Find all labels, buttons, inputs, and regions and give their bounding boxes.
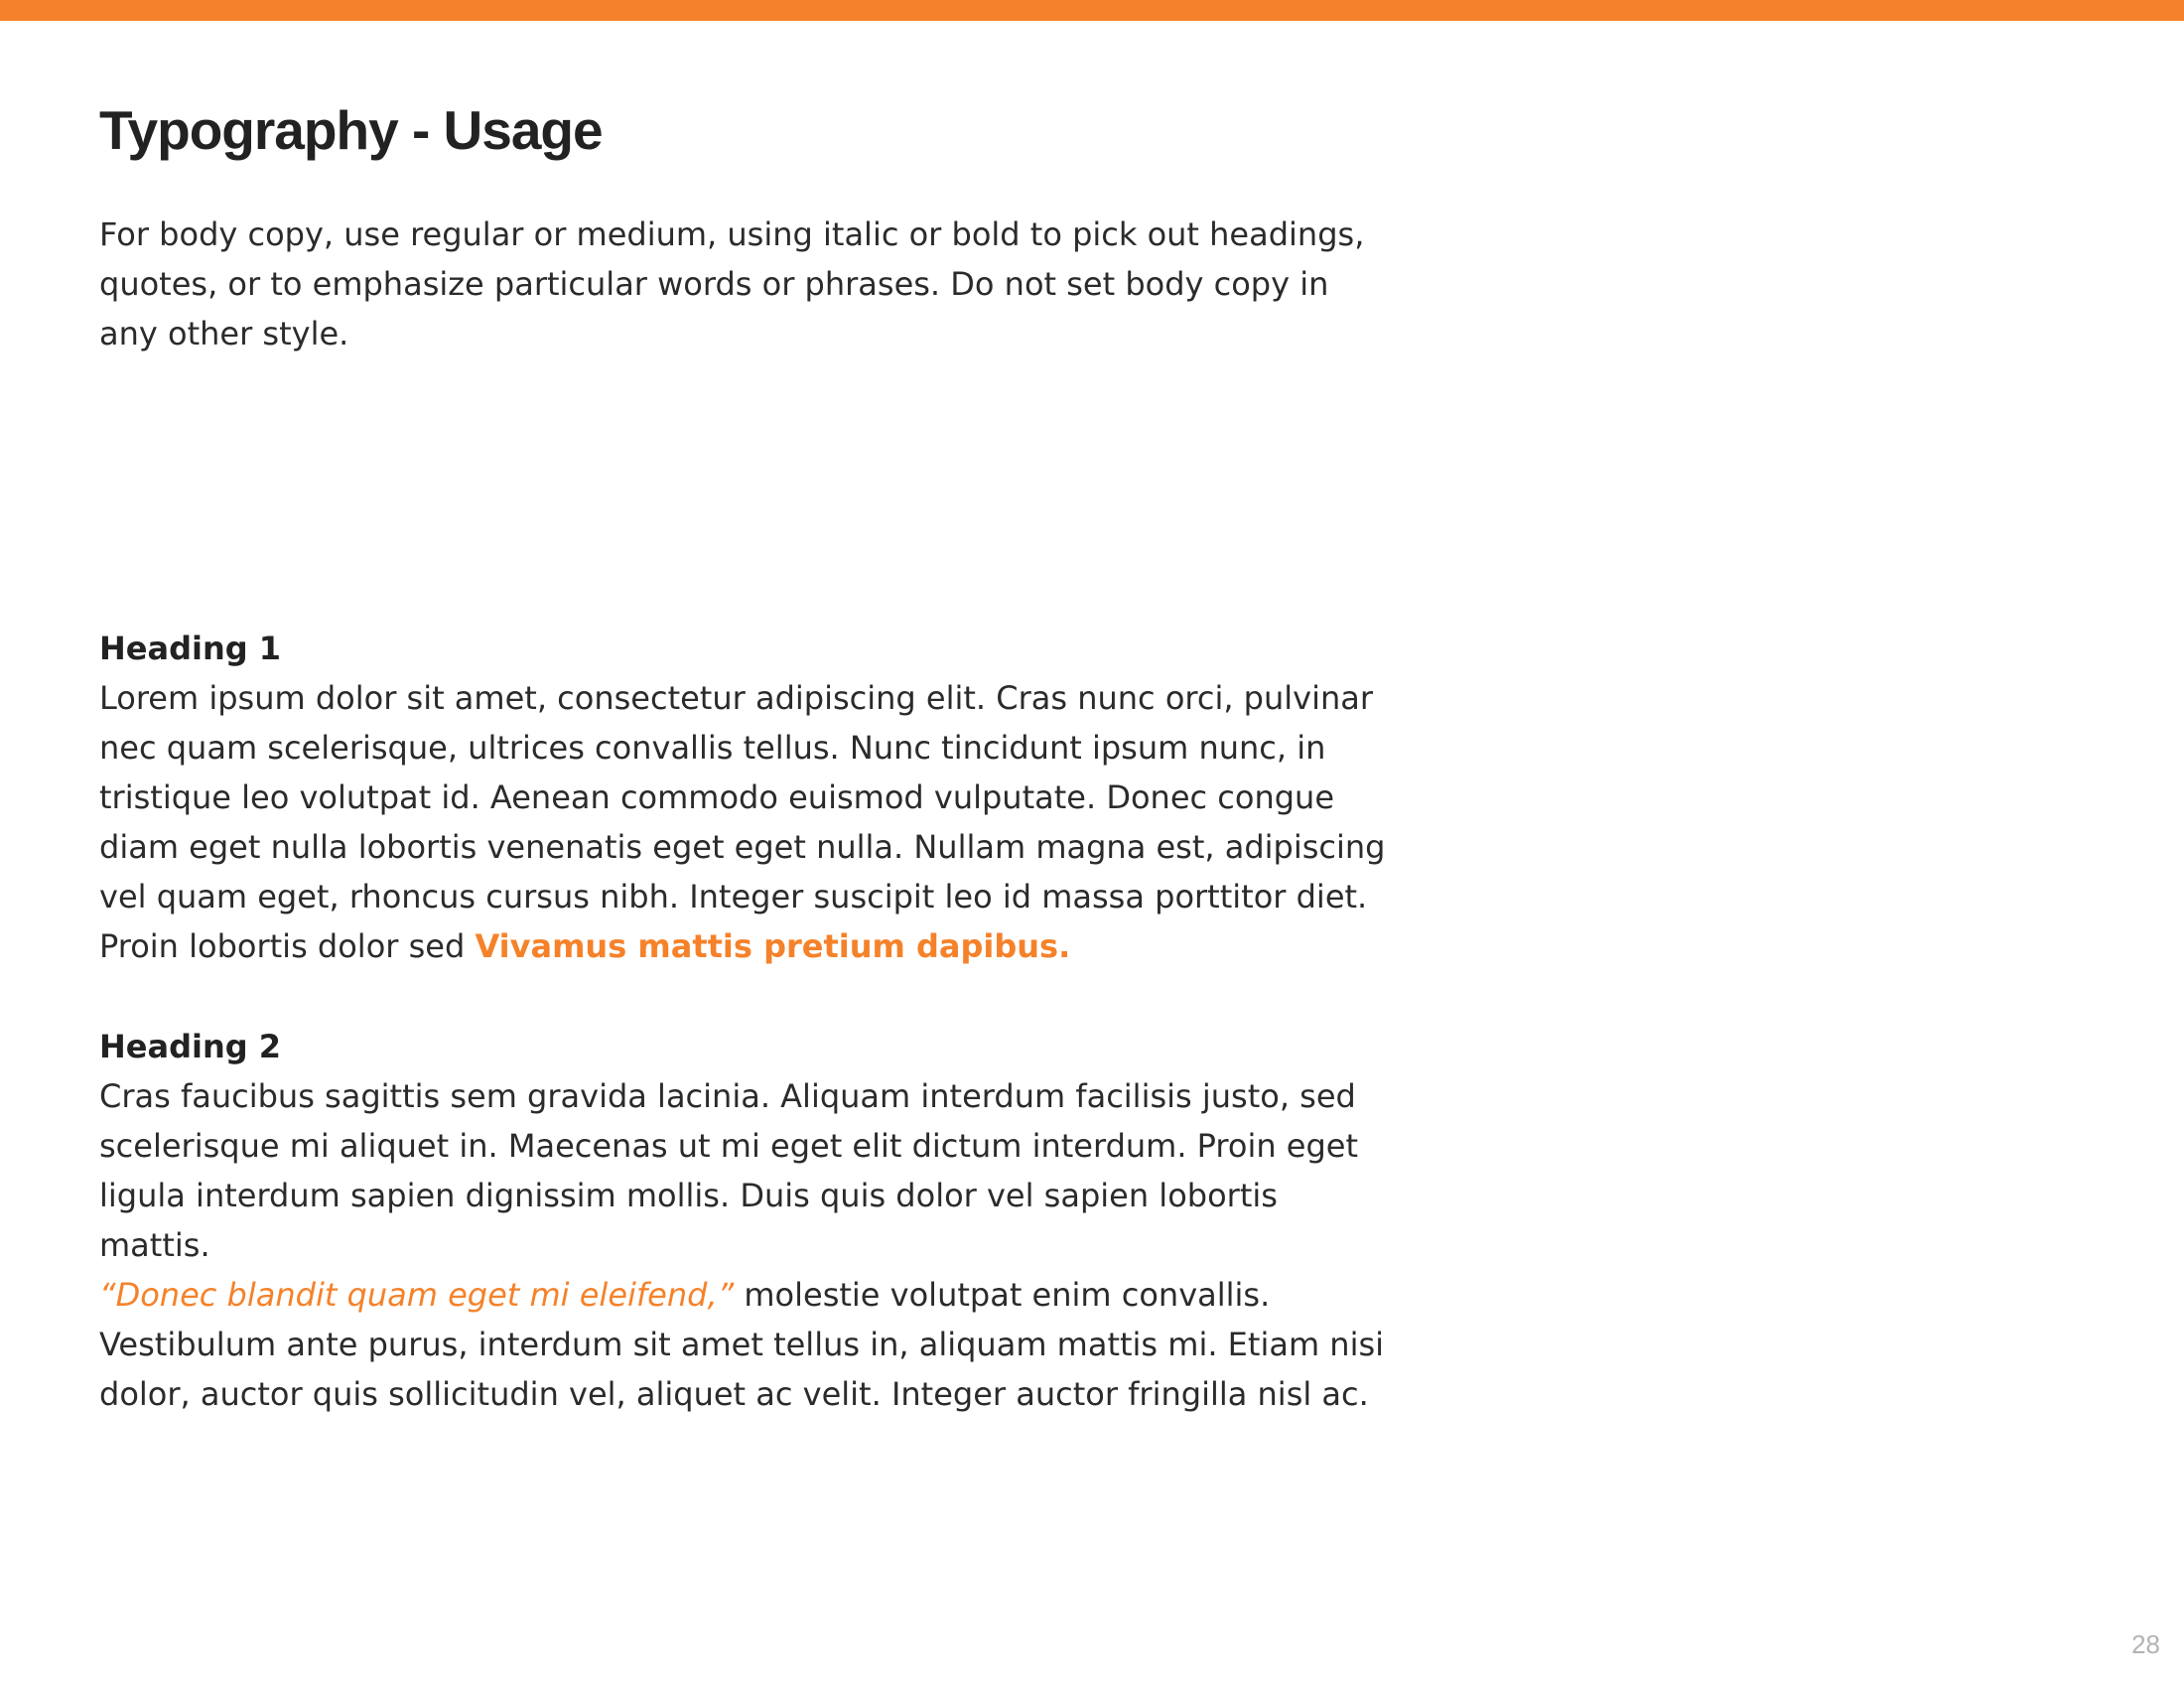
page-number: 28 — [2131, 1629, 2160, 1659]
italic-quote-text: “Donec blandit quam eget mi eleifend,” — [99, 1276, 735, 1314]
body-text-run: Cras faucibus sagittis sem gravida lacinia. Aliquam interdum facilisis justo, sed scelerisque mi aliquet in. Maecenas ut mi eget elit dictum interdum. Proin eget ligula interdum sapien dignissim mollis. Duis quis dolor vel sapien lobortis mattis. — [99, 1077, 1359, 1264]
section-body — [99, 673, 1390, 971]
section-heading: Heading 1 — [99, 630, 282, 667]
body-text-run: Lorem ipsum dolor sit amet, consectetur adipiscing elit. Cras nunc orci, pulvinar nec quam scelerisque, ultrices convallis tellus. Nunc tincidunt ipsum nunc, in tristique leo volutpat id. Aenean commodo euismod vulputate. Donec congue diam eget nulla lobortis venenatis eget eget nulla. Nullam magna est, adipiscing vel quam eget, rhoncus cursus nibh. Integer suscipit leo id massa porttitor diet. Proin lobortis dolor sed — [99, 679, 1386, 965]
page-title: Typography - Usage — [99, 99, 603, 161]
section-heading-2 — [99, 1022, 1390, 1419]
top-accent-bar — [0, 0, 2184, 21]
intro-paragraph: For body copy, use regular or medium, using italic or bold to pick out headings, quotes, or to emphasize particular words or phrases. Do not set body copy in any other style. — [99, 215, 1365, 352]
section-heading: Heading 2 — [99, 1028, 282, 1065]
bold-highlight-text: Vivamus mattis pretium dapibus. — [475, 927, 1071, 965]
section-heading-1 — [99, 624, 1390, 971]
body-text-run: molestie volutpat enim convallis. Vestibulum ante purus, interdum sit amet tellus in, aliquam mattis mi. Etiam nisi dolor, auctor quis sollicitudin vel, aliquet ac velit. Integer auctor fringilla nisl ac. — [99, 1276, 1385, 1413]
section-body — [99, 1071, 1390, 1419]
